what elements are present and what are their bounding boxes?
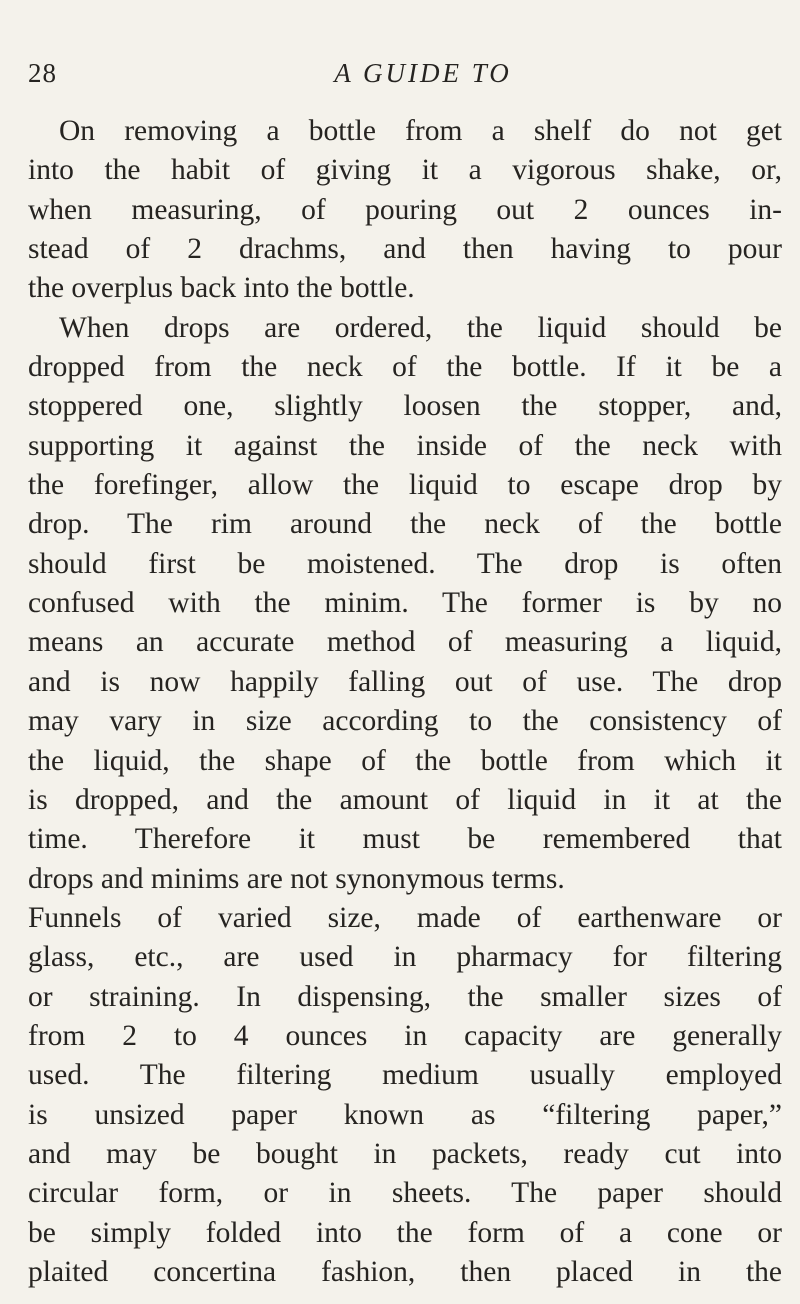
text-line: dropped from the neck of the bottle. If it be a [28,351,782,384]
text-line: supporting it against the inside of the neck with [28,429,782,462]
text-line: drops and minims are not synonymous terms. [28,862,565,895]
text-line: stoppered one, slightly loosen the stopper, and, [28,390,782,423]
text-line: or straining. In dispensing, the smaller sizes of [28,980,782,1013]
text-line: is dropped, and the amount of liquid in it at the [28,783,782,816]
text-line: may vary in size according to the consistency of [28,705,782,738]
text-line: On removing a bottle from a shelf do not get [59,115,782,147]
text-line: means an accurate method of measuring a liquid, [28,626,782,659]
text-line: the forefinger, allow the liquid to escape drop by [28,469,782,502]
text-line: confused with the minim. The former is by no [28,587,782,620]
text-line: circular form, or in sheets. The paper should [28,1177,782,1210]
text-line: when measuring, of pouring out 2 ounces in- [28,193,782,226]
text-line: and may be bought in packets, ready cut into [28,1137,782,1170]
text-line: Funnels of varied size, made of earthenware or [28,901,782,934]
text-line: glass, etc., are used in pharmacy for filtering [28,941,782,974]
text-line: time. Therefore it must be remembered that [28,823,782,856]
text-line: from 2 to 4 ounces in capacity are generally [28,1019,782,1052]
text-line: the overplus back into the bottle. [28,272,415,305]
text-line: When drops are ordered, the liquid should be [59,311,782,344]
text-line: should first be moistened. The drop is often [28,547,782,580]
page-number: 28 [28,58,57,88]
text-line: plaited concertina fashion, then placed in the [28,1255,782,1288]
page-header [28,58,782,92]
text-line: and is now happily falling out of use. The drop [28,665,782,698]
text-line: used. The filtering medium usually employed [28,1059,782,1092]
text-line: is unsized paper known as “filtering paper,” [28,1098,782,1131]
text-line: drop. The rim around the neck of the bottle [28,508,782,541]
text-line: the liquid, the shape of the bottle from which it [28,744,782,777]
running-title: A GUIDE TO [334,58,512,88]
body-text [28,112,782,1292]
text-line: stead of 2 drachms, and then having to pour [28,233,782,266]
text-line: be simply folded into the form of a cone or [28,1216,782,1249]
text-line: into the habit of giving it a vigorous shake, or, [28,154,782,187]
